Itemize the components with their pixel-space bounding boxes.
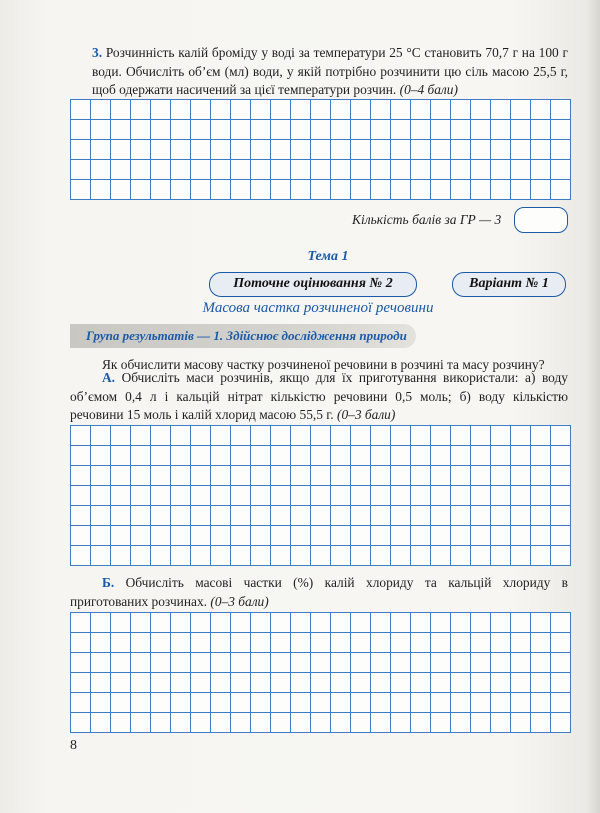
task-3-text bbox=[92, 44, 568, 100]
page-shadow bbox=[586, 0, 600, 813]
page-number: 8 bbox=[70, 738, 77, 753]
answer-grid-task-3[interactable] bbox=[70, 99, 571, 200]
task-3-number: 3. bbox=[92, 45, 103, 60]
part-a-points: (0–3 бали) bbox=[337, 407, 396, 422]
part-b-letter: Б. bbox=[102, 575, 115, 590]
answer-grid-part-b[interactable] bbox=[70, 612, 571, 733]
score-box[interactable] bbox=[514, 207, 568, 233]
answer-grid-part-a[interactable] bbox=[70, 425, 571, 566]
part-a-body: Обчисліть маси розчинів, якщо для їх приготування використали: а) воду об’ємом 0,4 л і кальцій нітрат кількістю речовини 0,5 моль; б) воду кількістю речовини 15 моль і калій хлорид масою 55,5 г. bbox=[70, 370, 569, 422]
part-a-text bbox=[70, 369, 568, 425]
topic-title: Тема 1 bbox=[307, 249, 349, 264]
assessment-pill: Поточне оцінювання № 2 bbox=[209, 272, 417, 297]
part-b-text bbox=[70, 574, 568, 611]
section-subtitle: Масова частка розчиненої речовини bbox=[202, 300, 434, 316]
task-3-points: (0–4 бали) bbox=[399, 82, 458, 97]
score-label: Кількість балів за ГР — 3 bbox=[352, 212, 502, 227]
variant-pill: Варіант № 1 bbox=[452, 272, 566, 297]
part-b-points: (0–3 бали) bbox=[210, 593, 269, 609]
task-3-body: Розчинність калій броміду у воді за температури 25 °С становить 70,7 г на 100 г води. Обчисліть об’єм (мл) води, у якій потрібно розчинити цю сіль масою 25,5 г, щоб одержати насичений за цієї температури розчин. bbox=[92, 45, 568, 97]
part-b-body: Обчисліть масові частки (%) калій хлориду та кальцій хлориду в приготованих розчинах. bbox=[70, 575, 568, 609]
results-group-label: Група результатів — 1. Здійснює дослідження природи bbox=[86, 328, 407, 343]
question-intro: Як обчислити масову частку розчиненої речовини в розчині та масу розчину? bbox=[102, 357, 545, 372]
part-a-letter: А. bbox=[102, 370, 116, 385]
